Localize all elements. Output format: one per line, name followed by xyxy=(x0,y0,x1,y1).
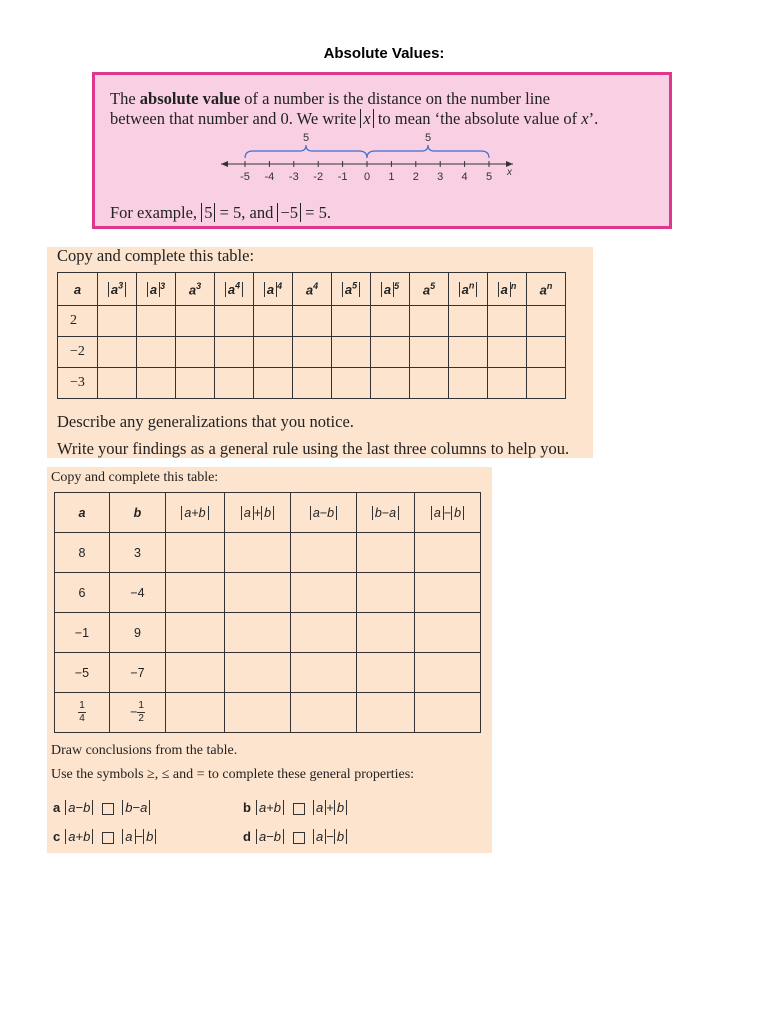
column-header: $a^5$ xyxy=(332,273,371,306)
answer-cell[interactable] xyxy=(176,368,215,399)
answer-cell[interactable] xyxy=(449,337,488,368)
tick-label: -2 xyxy=(313,171,324,183)
answer-cell[interactable] xyxy=(254,368,293,399)
exercise-panel-sums xyxy=(47,467,492,853)
answer-cell[interactable] xyxy=(527,337,566,368)
table-row xyxy=(55,533,481,573)
table-row xyxy=(55,573,481,613)
answer-cell[interactable] xyxy=(527,368,566,399)
answer-cell[interactable] xyxy=(293,368,332,399)
table-row xyxy=(55,613,481,653)
answer-cell[interactable] xyxy=(291,573,357,613)
answer-cell[interactable] xyxy=(166,613,225,653)
answer-cell[interactable] xyxy=(137,337,176,368)
answer-cell[interactable] xyxy=(357,573,415,613)
answer-cell[interactable] xyxy=(488,368,527,399)
answer-cell[interactable] xyxy=(527,306,566,337)
answer-cell[interactable] xyxy=(291,693,357,733)
table2-use: Use the symbols ≥, ≤ and = to complete these general properties: xyxy=(51,767,415,782)
table-row xyxy=(58,337,566,368)
answer-cell[interactable] xyxy=(137,368,176,399)
row-value: 2 xyxy=(58,306,98,337)
header-a: a xyxy=(58,273,98,306)
answer-cell[interactable] xyxy=(293,306,332,337)
answer-cell[interactable] xyxy=(415,613,481,653)
answer-cell[interactable] xyxy=(225,653,291,693)
answer-cell[interactable] xyxy=(357,613,415,653)
column-header: a $^4$ xyxy=(254,273,293,306)
column-header: b−a xyxy=(357,493,415,533)
header-a: a xyxy=(55,493,110,533)
answer-cell[interactable] xyxy=(254,306,293,337)
brace-left-label: 5 xyxy=(302,132,310,144)
answer-cell[interactable] xyxy=(166,533,225,573)
answer-cell[interactable] xyxy=(215,337,254,368)
answer-cell[interactable] xyxy=(415,573,481,613)
answer-cell[interactable] xyxy=(98,337,137,368)
answer-cell[interactable] xyxy=(332,337,371,368)
column-header: $a^3$ xyxy=(176,273,215,306)
answer-cell[interactable] xyxy=(357,693,415,733)
column-header: a−b xyxy=(291,493,357,533)
value-b: − $\frac{1}{2}$ xyxy=(110,693,166,733)
definition-line-1: The absolute value of a number is the distance on the number line xyxy=(110,89,550,108)
tick-label: -3 xyxy=(288,171,299,183)
answer-cell[interactable] xyxy=(254,337,293,368)
answer-cell[interactable] xyxy=(410,368,449,399)
table-row xyxy=(55,693,481,733)
definition-line-2: between that number and 0. We write x to mean ‘the absolute value of x’. xyxy=(110,109,599,128)
column-header: $a^5$ xyxy=(410,273,449,306)
column-header: $a^4$ xyxy=(293,273,332,306)
value-b: 9 xyxy=(110,613,166,653)
answer-cell[interactable] xyxy=(371,306,410,337)
table-row xyxy=(58,368,566,399)
tick-label: 1 xyxy=(388,171,395,183)
answer-cell[interactable] xyxy=(225,613,291,653)
table1-write: Write your findings as a general rule using the last three columns to help you. xyxy=(57,439,570,458)
answer-cell[interactable] xyxy=(166,693,225,733)
answer-cell[interactable] xyxy=(415,653,481,693)
property-c: c a+b a − b xyxy=(53,829,156,844)
table1-describe: Describe any generalizations that you notice. xyxy=(57,412,354,431)
answer-cell[interactable] xyxy=(291,533,357,573)
value-b: 3 xyxy=(110,533,166,573)
value-a: 8 xyxy=(55,533,110,573)
column-header: $a^n$ xyxy=(449,273,488,306)
answer-box[interactable] xyxy=(102,832,114,844)
property-b: b a+b a + b xyxy=(243,800,347,815)
answer-cell[interactable] xyxy=(98,306,137,337)
value-a: −5 xyxy=(55,653,110,693)
axis-variable: x xyxy=(507,167,512,178)
answer-cell[interactable] xyxy=(225,533,291,573)
brace-right-label: 5 xyxy=(424,132,432,144)
tick-label: 5 xyxy=(485,171,493,183)
column-header: a $^5$ xyxy=(371,273,410,306)
table1-caption: Copy and complete this table: xyxy=(57,246,255,265)
answer-cell[interactable] xyxy=(166,573,225,613)
answer-cell[interactable] xyxy=(415,533,481,573)
answer-cell[interactable] xyxy=(410,337,449,368)
column-header: a+b xyxy=(166,493,225,533)
answer-cell[interactable] xyxy=(137,306,176,337)
column-header: a $^n$ xyxy=(488,273,527,306)
answer-cell[interactable] xyxy=(488,306,527,337)
answer-cell[interactable] xyxy=(215,368,254,399)
tick-label: -4 xyxy=(264,171,275,183)
row-value: −2 xyxy=(58,337,98,368)
table2-draw: Draw conclusions from the table. xyxy=(51,743,238,758)
answer-cell[interactable] xyxy=(176,337,215,368)
answer-cell[interactable] xyxy=(357,533,415,573)
column-header: $a^n$ xyxy=(527,273,566,306)
answer-cell[interactable] xyxy=(371,368,410,399)
answer-cell[interactable] xyxy=(371,337,410,368)
property-a: a a−b b−a xyxy=(53,800,150,815)
number-line xyxy=(215,130,515,190)
value-b: −4 xyxy=(110,573,166,613)
tick-label: -5 xyxy=(240,171,250,183)
answer-cell[interactable] xyxy=(166,653,225,693)
answer-box[interactable] xyxy=(102,803,114,815)
answer-cell[interactable] xyxy=(176,306,215,337)
answer-cell[interactable] xyxy=(225,573,291,613)
definition-box xyxy=(92,72,672,229)
answer-cell[interactable] xyxy=(357,653,415,693)
column-header: $a^3$ xyxy=(98,273,137,306)
answer-cell[interactable] xyxy=(449,368,488,399)
exercise-panel-powers xyxy=(47,247,593,458)
tick-label: 0 xyxy=(363,171,371,183)
column-header: a + b xyxy=(225,493,291,533)
value-a: 6 xyxy=(55,573,110,613)
answer-cell[interactable] xyxy=(98,368,137,399)
header-b: b xyxy=(110,493,166,533)
answer-cell[interactable] xyxy=(291,613,357,653)
property-d: d a−b a − b xyxy=(243,829,347,844)
column-header: $a^4$ xyxy=(215,273,254,306)
value-a: −1 xyxy=(55,613,110,653)
row-value: −3 xyxy=(58,368,98,399)
sums-table xyxy=(54,492,481,733)
column-header: a $^3$ xyxy=(137,273,176,306)
answer-cell[interactable] xyxy=(332,368,371,399)
tick-label: 2 xyxy=(412,171,419,183)
answer-cell[interactable] xyxy=(488,337,527,368)
answer-cell[interactable] xyxy=(449,306,488,337)
answer-cell[interactable] xyxy=(415,693,481,733)
definition-example: For example, 5 = 5, and −5 = 5. xyxy=(110,203,331,222)
table2-caption: Copy and complete this table: xyxy=(51,470,219,485)
answer-box[interactable] xyxy=(293,803,305,815)
answer-cell[interactable] xyxy=(215,306,254,337)
value-a: $\frac{1}{4}$ xyxy=(55,693,110,733)
answer-cell[interactable] xyxy=(293,337,332,368)
answer-cell[interactable] xyxy=(410,306,449,337)
table-row xyxy=(55,653,481,693)
answer-cell[interactable] xyxy=(225,693,291,733)
answer-cell[interactable] xyxy=(332,306,371,337)
answer-box[interactable] xyxy=(293,832,305,844)
page-title: Absolute Values: xyxy=(323,45,445,62)
column-header: a − b xyxy=(415,493,481,533)
powers-table xyxy=(57,272,566,399)
tick-label: -1 xyxy=(337,171,348,183)
value-b: −7 xyxy=(110,653,166,693)
tick-label: 4 xyxy=(461,171,468,183)
table-row xyxy=(58,306,566,337)
tick-label: 3 xyxy=(437,171,444,183)
answer-cell[interactable] xyxy=(291,653,357,693)
